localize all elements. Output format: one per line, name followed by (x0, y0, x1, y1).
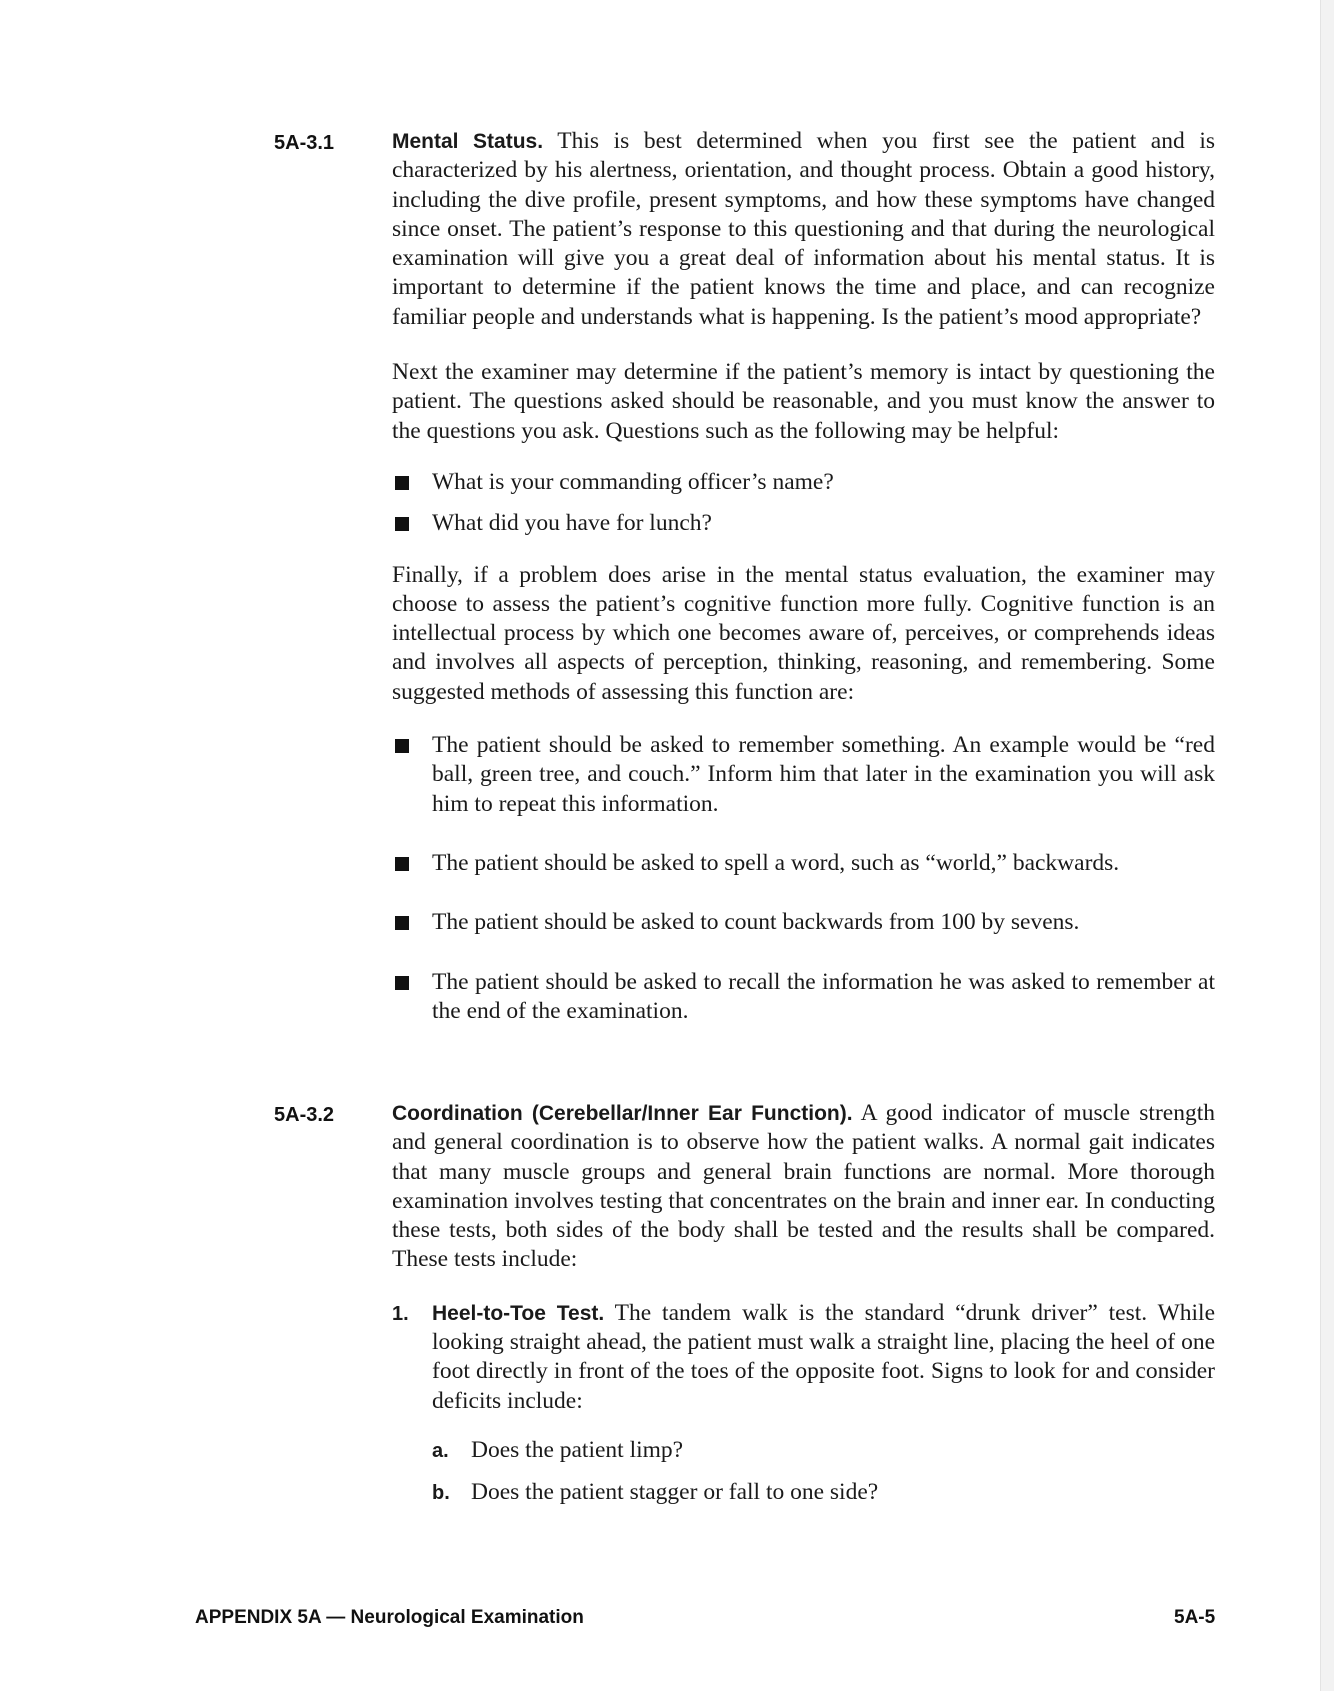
bullet-square-icon (395, 976, 409, 990)
list-marker: 1. (392, 1302, 409, 1325)
section-body (392, 1099, 1215, 1508)
list-item: a. Does the patient limp? (392, 1436, 1215, 1465)
memory-paragraph: Next the examiner may determine if the patient’s memory is intact by questioning the patient. The questions asked should be reasonable, and you must know the answer to the questions you ask. Questions such as the following may be helpful: (392, 359, 1215, 444)
mental-status-paragraph (392, 127, 1215, 332)
bullet-square-icon (395, 739, 409, 753)
section-number: 5A-3.2 (274, 1104, 335, 1126)
list-marker: a. (432, 1439, 449, 1462)
list-item: The patient should be asked to spell a word, such as “world,” backwards. (392, 849, 1215, 878)
memory-questions-list (392, 468, 1215, 539)
coordination-paragraph (392, 1099, 1215, 1275)
list-item: The patient should be asked to recall the information he was asked to remember at the end of the examination. (392, 968, 1215, 1027)
test-text: The tandem walk is the standard “drunk driver” test. While looking straight ahead, the patient must walk a straight line, placing the heel of one foot directly in front of the toes of the opposite foot. Signs to look for and consider deficits include: (432, 1299, 1216, 1414)
cognitive-methods-list (392, 731, 1215, 1026)
footer-title: APPENDIX 5A — Neurological Examination (195, 1607, 584, 1628)
section-body (392, 127, 1215, 1026)
coordination-tests-list (392, 1299, 1215, 1416)
test-title: Heel-to-Toe Test. (432, 1301, 605, 1325)
bullet-square-icon (395, 517, 409, 531)
section-number: 5A-3.1 (274, 132, 335, 154)
list-item: What did you have for lunch? (392, 509, 1215, 538)
signs-list (392, 1436, 1215, 1508)
paragraph-text: A good indicator of muscle strength and general coordination is to observe how the patient walks. A normal gait indicates that many muscle groups and general brain functions are normal. More thorough examination involves testing that concentrates on the brain and inner ear. In conducting these tests, both sides of the body shall be tested and the results shall be compared. These tests include: (392, 1100, 1215, 1273)
list-item (392, 1299, 1215, 1416)
list-item: The patient should be asked to count backwards from 100 by sevens. (392, 908, 1215, 937)
list-marker: b. (432, 1482, 450, 1505)
bullet-square-icon (395, 916, 409, 930)
list-item: The patient should be asked to remember something. An example would be “red ball, green tree, and couch.” Inform him that later in the examination you will ask him to repeat this information. (392, 731, 1215, 819)
bullet-square-icon (395, 476, 409, 490)
list-item: What is your commanding officer’s name? (392, 468, 1215, 497)
paragraph-text: This is best determined when you first see the patient and is characterized by his alertness, orientation, and thought process. Obtain a good history, including the dive profile, present symptoms, and how these symptoms have changed since onset. The patient’s response to this questioning and that during the neurological examination will give you a great deal of information about his mental status. It is important to determine if the patient knows the time and place, and can recognize familiar people and understands what is happening. Is the patient’s mood appropriate? (392, 128, 1216, 330)
section-heading: Coordination (Cerebellar/Inner Ear Function). (392, 1102, 853, 1125)
page-number: 5A-5 (1174, 1607, 1216, 1628)
section-heading: Mental Status. (392, 130, 544, 153)
list-item: b. Does the patient stagger or fall to one side? (392, 1478, 1215, 1507)
cognitive-paragraph: Finally, if a problem does arise in the mental status evaluation, the examiner may choose to assess the patient’s cognitive function more fully. Cognitive function is an intellectual process by which one becomes aware of, perceives, or comprehends ideas and involves all aspects of perception, thinking, reasoning, and remembering. Some suggested methods of assessing this function are: (392, 561, 1215, 705)
bullet-square-icon (395, 857, 409, 871)
